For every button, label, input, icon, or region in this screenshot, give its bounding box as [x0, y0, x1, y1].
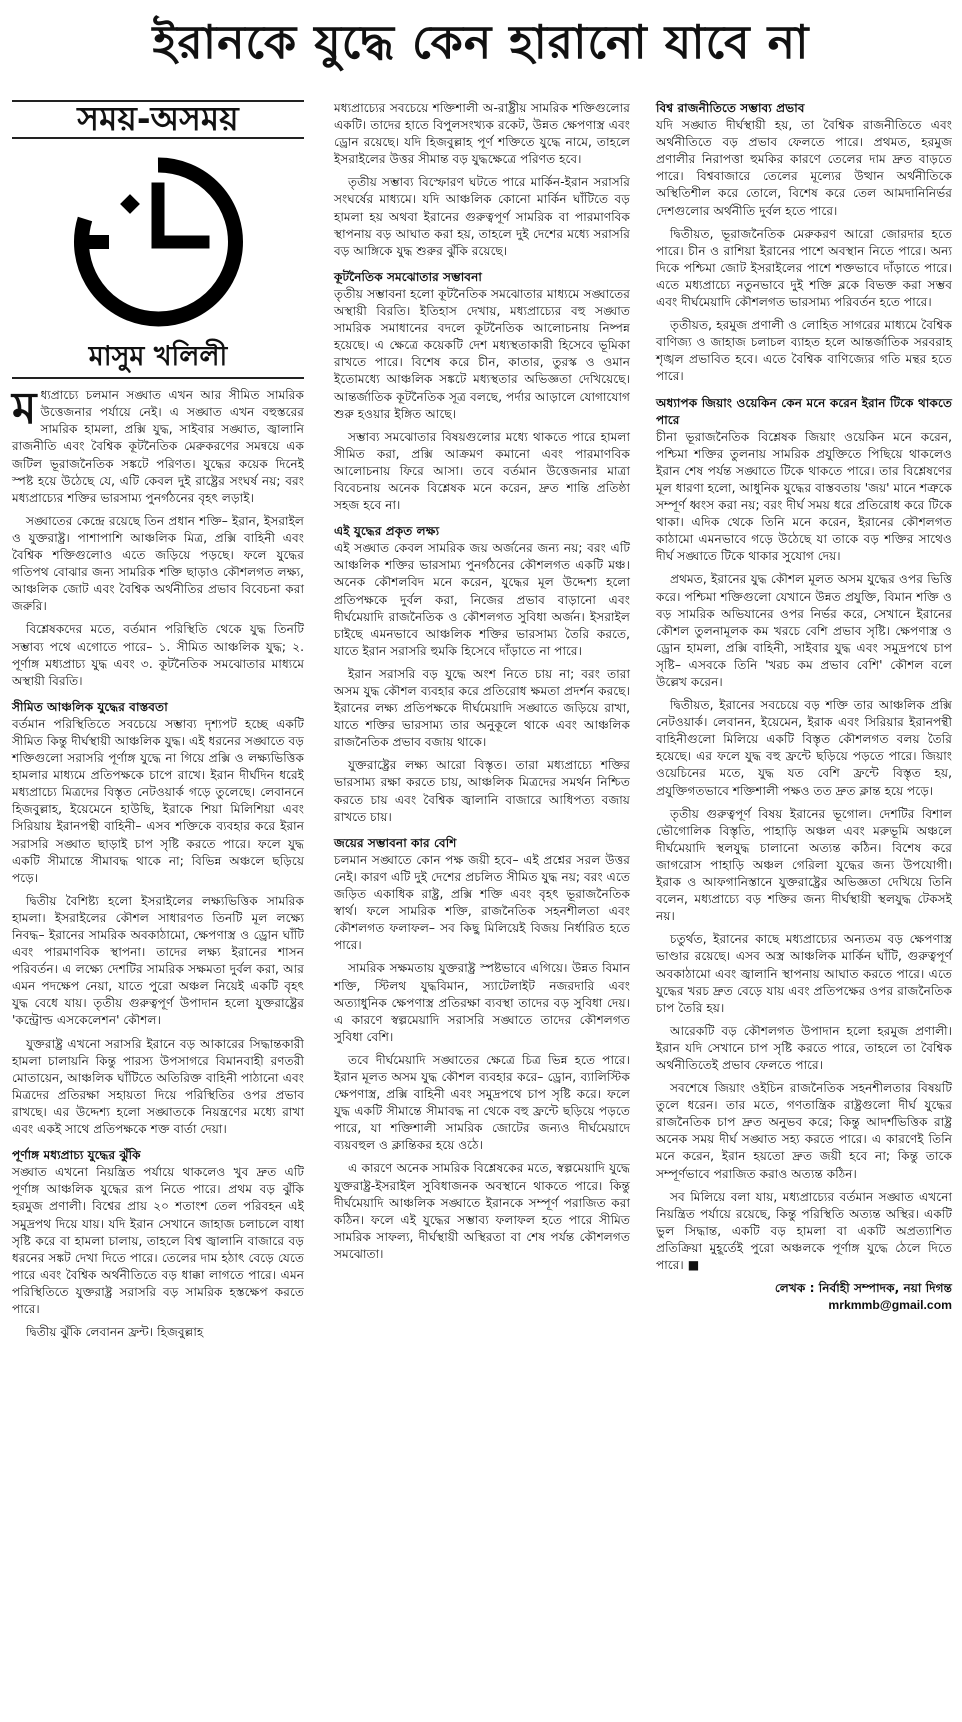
- clock-illustration: [12, 139, 304, 344]
- drop-cap: ম: [12, 383, 37, 435]
- article-paragraph: যুক্তরাষ্ট্রের লক্ষ্য আরো বিস্তৃত। তারা মধ্যপ্রাচ্যে শক্তির ভারসাম্য রক্ষা করতে চায়, আঞ্চলিক মিত্রদের সমর্থন নিশ্চিত করতে চায় এবং বৈশ্বিক জ্বালানি বাজারে আধিপত্য বজায় রাখতে চায়।: [334, 758, 630, 824]
- article-paragraph: ইরান সরাসরি বড় যুদ্ধে অংশ নিতে চায় না; বরং তারা অসম যুদ্ধ কৌশল ব্যবহার করে প্রতিরোধ ক্ষমতা প্রদর্শন করছে। ইরানের লক্ষ্য প্রতিপক্ষকে দীর্ঘমেয়াদি সঙ্ঘাতে জড়িয়ে রাখা, যাতে শক্তির ভারসাম্য তার অনুকূলে থাকে এবং আঞ্চলিক রাজনৈতিক প্রভাব বজায় থাকে।: [334, 666, 630, 750]
- subheading: পূর্ণাঙ্গ মধ্যপ্রাচ্য যুদ্ধের ঝুঁকি: [12, 1148, 141, 1163]
- article-paragraph: দ্বিতীয়ত, ভূরাজনৈতিক মেরুকরণ আরো জোরদার হতে পারে। চীন ও রাশিয়া ইরানের পাশে অবস্থান নিতে পারে। অন্য দিকে পশ্চিমা জোট ইসরাইলের পাশে শক্তভাবে দাঁড়াতে পারে। এতে মধ্যপ্রাচ্যে নতুনভাবে দুই শক্তি ব্লকে বিভক্ত করা সম্ভব এবং দীর্ঘমেয়াদি কৌশলগত ভারসাম্য পরিবর্তন হতে পারে।: [656, 226, 952, 310]
- article-paragraph: সব মিলিয়ে বলা যায়, মধ্যপ্রাচ্যের বর্তমান সঙ্ঘাত এখনো নিয়ন্ত্রিত পর্যায়ে রয়েছে, কিন্তু পরিস্থিতি অত্যন্ত অস্থির। একটি ভুল সিদ্ধান্ত, একটি বড় হামলা বা একটি অপ্রত্যাশিত প্রতিক্রিয়া মুহূর্তেই পুরো অঞ্চলকে পূর্ণাঙ্গ যুদ্ধে ঠেলে দিতে পারে। ■: [656, 1189, 952, 1272]
- author-name: মাসুম খলিলী: [12, 344, 304, 379]
- article-paragraph: তবে দীর্ঘমেয়াদি সঙ্ঘাতের ক্ষেত্রে চিত্র ভিন্ন হতে পারে। ইরান মূলত অসম যুদ্ধ কৌশল ব্যবহার করে– ড্রোন, ব্যালিস্টিক ক্ষেপণাস্ত্র, প্রক্সি বাহিনী এবং সমুদ্রপথে চাপ সৃষ্টি করে। ফলে যুদ্ধ একটি সীমান্তে সীমাবদ্ধ না থেকে বহু ফ্রন্টে ছড়িয়ে পড়তে পারে, যা শক্তিশালী সামরিক জোটের জন্যও দীর্ঘমেয়াদে ব্যয়বহুল ও ক্লান্তিকর হয়ে ওঠে।: [334, 1052, 630, 1153]
- article-paragraph: দ্বিতীয় ঝুঁকি লেবানন ফ্রন্ট। হিজবুল্লাহ: [26, 1325, 204, 1340]
- article-paragraph: তৃতীয় সম্ভাব্য বিস্ফোরণ ঘটতে পারে মার্কিন-ইরান সরাসরি সংঘর্ষের মাধ্যমে। যদি আঞ্চলিক কোনো মার্কিন ঘাঁটিতে বড় হামলা হয় অথবা ইরানের গুরুত্বপূর্ণ সামরিক বা পারমাণবিক স্থাপনায় বড় আঘাত করা হয়, তাহলে দুই দেশের মধ্যে সরাসরি বড় আঙ্গিকে যুদ্ধ শুরুর ঝুঁকি রয়েছে।: [334, 175, 630, 258]
- subheading: কূটনৈতিক সমঝোতার সম্ভাবনা: [334, 269, 482, 284]
- author-email: mrkmmb@gmail.com: [828, 1298, 952, 1313]
- article-paragraph: মধ্যপ্রাচ্যের সবচেয়ে শক্তিশালী অ-রাষ্ট্রীয় সামরিক শক্তিগুলোর একটি। তাদের হাতে বিপুলসংখ্যক রকেট, উন্নত ক্ষেপণাস্ত্র এবং ড্রোন রয়েছে। যদি হিজবুল্লাহ পূর্ণ শক্তিতে যুদ্ধে নামে, তাহলে ইসরাইলের উত্তর সীমান্ত বড় যুদ্ধক্ষেত্রে পরিণত হবে।: [334, 101, 630, 167]
- article-paragraph: সঙ্ঘাত এখনো নিয়ন্ত্রিত পর্যায়ে থাকলেও খুব দ্রুত এটি পূর্ণাঙ্গ আঞ্চলিক যুদ্ধের রূপ নিতে পারে। প্রথম বড় ঝুঁকি হরমুজ প্রণালী। বিশ্বের প্রায় ২০ শতাংশ তেল পরিবহন এই সমুদ্রপথ দিয়ে যায়। যদি ইরান সেখানে জাহাজ চলাচলে বাধা সৃষ্টি করে বা হামলা চালায়, তাহলে বিশ্ব জ্বালানি বাজারে বড় ধরনের সঙ্কট দেখা দিতে পারে। তেলের দাম হঠাৎ বেড়ে যেতে পারে এবং বৈশ্বিক অর্থনীতিতে বড় ধাক্কা লাগতে পারে। এমন পরিস্থিতিতে যুক্তরাষ্ট্র সরাসরি বড় সামরিক হস্তক্ষেপ করতে পারে।: [12, 1165, 304, 1316]
- article-paragraph: এ কারণে অনেক সামরিক বিশ্লেষকের মতে, স্বল্পমেয়াদি যুদ্ধে যুক্তরাষ্ট্র-ইসরাইল সুবিধাজনক অবস্থানে থাকতে পারে। কিন্তু দীর্ঘমেয়াদি আঞ্চলিক সঙ্ঘাতে ইরানকে সম্পূর্ণ পরাজিত করা কঠিন। ফলে এই যুদ্ধের সম্ভাব্য ফলাফল হতে পারে সীমিত সামরিক সাফল্য, দীর্ঘস্থায়ী অস্থিরতা বা শেষ পর্যন্ত কৌশলগত সমঝোতা।: [334, 1161, 630, 1261]
- article-paragraph: তৃতীয় সম্ভাবনা হলো কূটনৈতিক সমঝোতার মাধ্যমে সঙ্ঘাতের অস্থায়ী বিরতি। ইতিহাস দেখায়, মধ্যপ্রাচ্যের বহু সঙ্ঘাত সামরিক সমাধানের বদলে কূটনৈতিক আলোচনায় নিষ্পন্ন হয়েছে। এ ক্ষেত্রে কয়েকটি দেশ মধ্যস্থতাকারী হিসেবে ভূমিকা রাখতে পারে। বিশেষ করে চীন, কাতার, তুরস্ক ও ওমান ইতোমধ্যে আঞ্চলিক সঙ্কটে মধ্যস্থতার অভিজ্ঞতা দেখিয়েছে। আন্তর্জাতিক কূটনৈতিক সূত্র বলছে, পর্দার আড়ালে যোগাযোগ শুরু হওয়ার ইঙ্গিত আছে।: [334, 286, 630, 421]
- article-paragraph: দ্বিতীয়ত, ইরানের সবচেয়ে বড় শক্তি তার আঞ্চলিক প্রক্সি নেটওয়ার্ক। লেবানন, ইয়েমেন, ইরাক এবং সিরিয়ার ইরানপন্থী বাহিনীগুলো মিলিয়ে একটি বিস্তৃত কৌশলগত বলয় তৈরি হয়েছে। এর ফলে যুদ্ধ বহু ফ্রন্টে ছড়িয়ে পড়তে পারে। জিয়াং ওয়েচিনের মতে, যুদ্ধ যত বেশি ফ্রন্টে বিস্তৃত হয়, প্রযুক্তিগতভাবে শক্তিশালী পক্ষও তত দ্রুত ক্লান্ত হয়ে পড়ে।: [656, 698, 952, 798]
- article-paragraph: [12, 383, 304, 507]
- article-paragraph: প্রথমত, ইরানের যুদ্ধ কৌশল মূলত অসম যুদ্ধের ওপর ভিত্তি করে। পশ্চিমা শক্তিগুলো যেখানে উন্নত প্রযুক্তি, বিমান শক্তি ও বড় সামরিক অভিযানের ওপর নির্ভর করে, সেখানে ইরানের কৌশল তুলনামূলক কম খরচে বেশি প্রভাব সৃষ্টি। ক্ষেপণাস্ত্র ও ড্রোন হামলা, প্রক্সি বাহিনী, সাইবার যুদ্ধ এবং সমুদ্রপথে চাপ সৃষ্টি– এসবকে তিনি 'খরচ কম প্রভাব বেশি' কৌশল বলে উল্লেখ করেন।: [656, 572, 952, 689]
- column-3: [656, 100, 952, 1314]
- subheading: বিশ্ব রাজনীতিতে সম্ভাব্য প্রভাব: [656, 101, 805, 115]
- article-paragraph: চীনা ভূরাজনৈতিক বিশ্লেষক জিয়াং ওয়েকিন মনে করেন, পশ্চিমা শক্তির তুলনায় সামরিক প্রযুক্তিতে পিছিয়ে থাকলেও ইরান শেষ পর্যন্ত সঙ্ঘাতে টিকে থাকতে পারে। তার বিশ্লেষণের মূল ধারণা হলো, আধুনিক যুদ্ধের বাস্তবতায় 'জয়' মানে শত্রুকে সম্পূর্ণ ধ্বংস করা নয়; বরং দীর্ঘ সময় ধরে প্রতিরোধ করে টিকে থাকা। এদিক থেকে তিনি মনে করেন, ইরানের কৌশলগত কাঠামো এমনভাবে গড়ে উঠেছে যা তাকে বড় শক্তির সাথেও দীর্ঘ সঙ্ঘাতে টিকে থাকার সুযোগ দেয়।: [656, 429, 952, 564]
- article-paragraph: বিশ্লেষকদের মতে, বর্তমান পরিস্থিতি থেকে যুদ্ধ তিনটি সম্ভাব্য পথে এগোতে পারে– ১. সীমিত আঞ্চলিক যুদ্ধ; ২. পূর্ণাঙ্গ মধ্যপ্রাচ্য যুদ্ধ এবং ৩. কূটনৈতিক সমঝোতার মাধ্যমে অস্থায়ী বিরতি।: [12, 622, 304, 688]
- article-paragraph: দ্বিতীয় বৈশিষ্ট্য হলো ইসরাইলের লক্ষ্যভিত্তিক সামরিক হামলা। ইসরাইলের কৌশল সাধারণত তিনটি মূল লক্ষ্যে নিবদ্ধ– ইরানের সামরিক অবকাঠামো, ক্ষেপণাস্ত্র ও ড্রোন ঘাঁটি এবং পারমাণবিক স্থাপনা। তাদের লক্ষ্য ইরানের শাসন পরিবর্তন। এ লক্ষ্যে দেশটির সামরিক সক্ষমতা দুর্বল করা, আর এমন পদক্ষেপ নেয়া, যাতে পুরো অঞ্চল নিয়েই একটি বৃহৎ যুদ্ধ বেধে যায়। তৃতীয় গুরুত্বপূর্ণ উপাদান হলো যুক্তরাষ্ট্রের 'কন্ট্রোল্ড এসকেলেশন' কৌশল।: [12, 893, 304, 1028]
- subheading: জয়ের সম্ভাবনা কার বেশি: [334, 835, 457, 850]
- column-1: [12, 100, 304, 1341]
- article-paragraph: তৃতীয় গুরুত্বপূর্ণ বিষয় ইরানের ভূগোল। দেশটির বিশাল ভৌগোলিক বিস্তৃতি, পাহাড়ি অঞ্চল এবং মরুভূমি অঞ্চলে দীর্ঘমেয়াদি স্থলযুদ্ধ চালানো অত্যন্ত কঠিন। বিশেষ করে জাগরোস পাহাড়ি অঞ্চল গেরিলা যুদ্ধের জন্য উপযোগী। ইরাক ও আফগানিস্তানে যুক্তরাষ্ট্রের অভিজ্ঞতা দেখিয়ে তিনি বলেন, মধ্যপ্রাচ্যে বড় শক্তির জন্য দীর্ঘস্থায়ী স্থলযুদ্ধ টেকসই নয়।: [656, 806, 952, 924]
- subheading: অধ্যাপক জিয়াং ওয়েকিন কেন মনে করেন ইরান টিকে থাকতে পারে: [656, 395, 952, 427]
- paragraph-text: ধ্যপ্রাচ্যে চলমান সঙ্ঘাত এখন আর সীমিত সামরিক উত্তেজনার পর্যায়ে নেই। এ সঙ্ঘাত এখন বহুস্তরের সামরিক হামলা, প্রক্সি যুদ্ধ, সাইবার সঙ্ঘাত, জ্বালানি রাজনীতি এবং বৈশ্বিক কূটনৈতিক মেরুকরণের সমন্বয়ে এক জটিল ভূরাজনৈতিক সঙ্কটে পরিণত। যুদ্ধের কয়েক দিনেই স্পষ্ট হয়ে উঠেছে যে, এটি কেবল দুই রাষ্ট্রের সংঘর্ষ নয়; বরং মধ্যপ্রাচ্যের শক্তির ভারসাম্য পুনর্গঠনের বৃহৎ লড়াই।: [12, 388, 304, 505]
- article-paragraph: চলমান সঙ্ঘাতে কোন পক্ষ জয়ী হবে– এই প্রশ্নের সরল উত্তর নেই। কারণ এটি দুই দেশের প্রচলিত সীমিত যুদ্ধ নয়; বরং এতে জড়িত একাধিক রাষ্ট্র, প্রক্সি শক্তি এবং বৃহৎ ভূরাজনৈতিক স্বার্থ। ফলে সামরিক শক্তি, রাজনৈতিক সহনশীলতা এবং কৌশলগত ফলাফল– সব কিছু মিলিয়েই বিজয় নির্ধারিত হতে পারে।: [334, 852, 630, 953]
- article-paragraph: বর্তমান পরিস্থিতিতে সবচেয়ে সম্ভাব্য দৃশ্যপট হচ্ছে একটি সীমিত কিন্তু দীর্ঘস্থায়ী আঞ্চলিক যুদ্ধ। এই ধরনের সঙ্ঘাতে বড় শক্তিগুলো সরাসরি পূর্ণাঙ্গ যুদ্ধে না গিয়ে প্রক্সি ও লক্ষ্যভিত্তিক হামলার মাধ্যমে প্রতিপক্ষকে চাপে রাখে। ইরান দীর্ঘদিন ধরেই মধ্যপ্রাচ্যে মিত্রদের বিস্তৃত নেটওয়ার্ক গড়ে তুলেছে। লেবাননে হিজবুল্লাহ, ইয়েমেনে হাউছি, ইরাকে শিয়া মিলিশিয়া এবং সিরিয়ায় ইরানপন্থী বাহিনী– এসব শক্তিকে ব্যবহার করে ইরান সরাসরি সঙ্ঘাত ছাড়াই চাপ সৃষ্টি করতে পারে। ফলে যুদ্ধ একটি সীমান্তে সীমাবদ্ধ থাকে না; বিভিন্ন অঞ্চলে ছড়িয়ে পড়ে।: [12, 716, 304, 885]
- article-paragraph: সঙ্ঘাতের কেন্দ্রে রয়েছে তিন প্রধান শক্তি– ইরান, ইসরাইল ও যুক্তরাষ্ট্র। পাশাপাশি আঞ্চলিক মিত্র, প্রক্সি বাহিনী এবং বৈশ্বিক শক্তিগুলোও এতে জড়িয়ে পড়ছে। ফলে যুদ্ধের গতিপথ বোঝার জন্য সামরিক শক্তি ছাড়াও কৌশলগত লক্ষ্য, আঞ্চলিক জোট এবং বৈশ্বিক অর্থনীতির প্রভাব বিবেচনা করা জরুরি।: [12, 513, 304, 614]
- column-title: সময়-অসময়: [12, 102, 304, 139]
- subheading: সীমিত আঞ্চলিক যুদ্ধের বাস্তবতা: [12, 699, 168, 714]
- article-paragraph: আরেকটি বড় কৌশলগত উপাদান হলো হরমুজ প্রণালী। ইরান যদি সেখানে চাপ সৃষ্টি করতে পারে, তাহলে তা বৈশ্বিক অর্থনীতিতেই প্রভাব ফেলতে পারে।: [656, 1023, 952, 1072]
- article-paragraph: এই সঙ্ঘাত কেবল সামরিক জয় অর্জনের জন্য নয়; বরং এটি আঞ্চলিক শক্তির ভারসাম্য পুনর্গঠনের কৌশলগত একটি মঞ্চ। অনেক কৌশলবিদ মনে করেন, যুদ্ধের মূল উদ্দেশ্য হলো প্রতিপক্ষকে দুর্বল করা, নিজের প্রভাব বাড়ানো এবং দীর্ঘমেয়াদি রাজনৈতিক ও কৌশলগত সুবিধা অর্জন। ইসরাইল চাইছে এমনভাবে আঞ্চলিক শক্তির ভারসাম্য তৈরি করতে, যাতে ইরান সরাসরি হুমকি হিসেবে দাঁড়াতে না পারে।: [334, 541, 630, 658]
- article-paragraph: চতুর্থত, ইরানের কাছে মধ্যপ্রাচ্যের অন্যতম বড় ক্ষেপণাস্ত্র ভাণ্ডার রয়েছে। এসব অস্ত্র আঞ্চলিক মার্কিন ঘাঁটি, গুরুত্বপূর্ণ অবকাঠামো এবং জ্বালানি স্থাপনায় আঘাত করতে পারে। এতে যুদ্ধের খরচ দ্রুত বেড়ে যায় এবং প্রতিপক্ষের ওপর রাজনৈতিক চাপ তৈরি হয়।: [656, 932, 952, 1015]
- headline: ইরানকে যুদ্ধে কেন হারানো যাবে না: [152, 15, 810, 69]
- column-2: [334, 100, 630, 1263]
- author-credit: লেখক : নির্বাহী সম্পাদক, নয়া দিগন্ত: [774, 1281, 952, 1296]
- article-paragraph: সম্ভাব্য সমঝোতার বিষয়গুলোর মধ্যে থাকতে পারে হামলা সীমিত করা, প্রক্সি আক্রমণ কমানো এবং পারমাণবিক আলোচনায় ফিরে আসা। তবে বর্তমান উত্তেজনার মাত্রা বিবেচনায় অনেক বিশ্লেষক মনে করেন, দ্রুত শান্তি প্রতিষ্ঠা সহজ হবে না।: [334, 429, 630, 513]
- article-paragraph: সবশেষে জিয়াং ওইচিন রাজনৈতিক সহনশীলতার বিষয়টি তুলে ধরেন। তার মতে, গণতান্ত্রিক রাষ্ট্রগুলো দীর্ঘ যুদ্ধের রাজনৈতিক চাপ দ্রুত অনুভব করে; কিন্তু আদর্শভিত্তিক রাষ্ট্র অনেক সময় দীর্ঘ সঙ্ঘাত সহ্য করতে পারে। এ কারণেই তিনি মনে করেন, ইরান হয়তো দ্রুত জয়ী হবে না; কিন্তু তাকে সম্পূর্ণভাবে পরাজিত করাও অত্যন্ত কঠিন।: [656, 1081, 952, 1181]
- subheading: এই যুদ্ধের প্রকৃত লক্ষ্য: [334, 524, 440, 539]
- article-paragraph: সামরিক সক্ষমতায় যুক্তরাষ্ট্র স্পষ্টভাবে এগিয়ে। উন্নত বিমান শক্তি, স্টিলথ যুদ্ধবিমান, স্যাটেলাইট নজরদারি এবং অত্যাধুনিক ক্ষেপণাস্ত্র প্রতিরক্ষা ব্যবস্থা তাদের বড় সুবিধা দেয়। এ কারণে স্বল্পমেয়াদি সরাসরি সঙ্ঘাতে তাদের কৌশলগত সুবিধা বেশি।: [334, 961, 630, 1044]
- article-paragraph: যুক্তরাষ্ট্র এখনো সরাসরি ইরানে বড় আকারের সিদ্ধান্তকারী হামলা চালায়নি কিন্তু পারস্য উপসাগরে বিমানবাহী রণতরী মোতায়েন, আঞ্চলিক ঘাঁটিতে অতিরিক্ত বাহিনী পাঠানো এবং মিত্রদের প্রতিরক্ষা সহায়তা দিয়ে পরিস্থিতির ওপর প্রভাব রাখছে। এর উদ্দেশ্য হলো সঙ্ঘাতকে নিয়ন্ত্রণের মধ্যে রাখা এবং একই সাথে প্রতিপক্ষকে শক্ত বার্তা দেয়া।: [12, 1036, 304, 1137]
- article-paragraph: তৃতীয়ত, হরমুজ প্রণালী ও লোহিত সাগরের মাধ্যমে বৈশ্বিক বাণিজ্য ও জাহাজ চলাচল ব্যাহত হলে আন্তর্জাতিক সরবরাহ শৃঙ্খল প্রভাবিত হবে। এতে বৈশ্বিক বাণিজ্যের গতি মন্থর হতে পারে।: [656, 318, 952, 384]
- article-paragraph: যদি সঙ্ঘাত দীর্ঘস্থায়ী হয়, তা বৈশ্বিক রাজনীতিতে এবং অর্থনীতিতে বড় প্রভাব ফেলতে পারে। প্রথমত, হরমুজ প্রণালীর নিরাপত্তা হুমকির কারণে তেলের দাম দ্রুত বাড়তে পারে। বিশ্ববাজারে তেলের মূল্যের উত্থান অর্থনীতিকে অস্থিতিশীল করে তোলে, বিশেষ করে তেল আমদানিনির্ভর দেশগুলোর অর্থনীতি দুর্বল হতে পারে।: [656, 118, 952, 218]
- clock-icon: [63, 147, 253, 337]
